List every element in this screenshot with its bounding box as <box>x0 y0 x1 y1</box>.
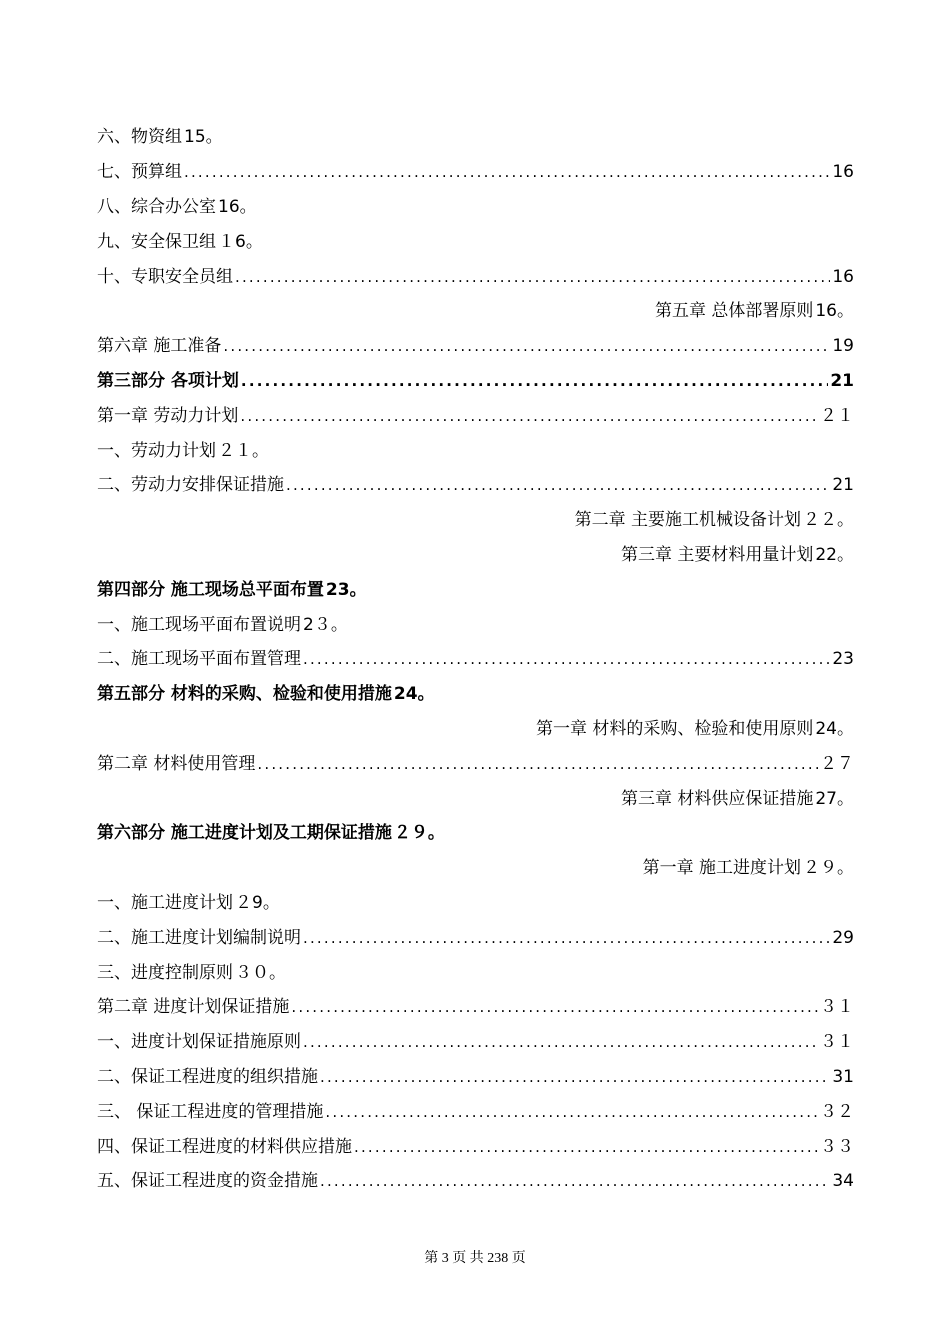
toc-entry-page: ３２ <box>820 1101 854 1122</box>
toc-dot-leader <box>325 1102 818 1122</box>
toc-entry[interactable] <box>97 642 854 677</box>
toc-dot-leader <box>241 371 828 391</box>
toc-entry[interactable] <box>97 120 854 155</box>
toc-dot-leader <box>223 336 830 356</box>
toc-dot-leader <box>257 754 818 774</box>
toc-entry-page: 16 <box>832 162 854 183</box>
toc-entry-title: 第一章 施工进度计划 <box>642 858 801 879</box>
toc-entry-title: 三、 保证工程进度的管理措施 <box>97 1101 324 1122</box>
toc-dot-leader <box>354 1137 818 1157</box>
toc-entry[interactable] <box>97 816 854 851</box>
toc-entry-page: ２２。 <box>803 510 854 531</box>
toc-entry-page: １6。 <box>218 231 263 252</box>
toc-entry-page: 27。 <box>815 788 854 809</box>
toc-entry-page: 15。 <box>184 127 223 148</box>
toc-entry[interactable] <box>97 1094 854 1129</box>
toc-entry-title: 一、施工现场平面布置说明 <box>97 614 301 635</box>
toc-entry-page: 24。 <box>815 718 854 739</box>
toc-entry[interactable] <box>97 677 854 712</box>
toc-entry[interactable] <box>97 433 854 468</box>
toc-entry-title: 第二章 进度计划保证措施 <box>97 997 290 1018</box>
table-of-contents <box>97 120 854 1199</box>
toc-entry-page: ３１ <box>820 1032 854 1053</box>
toc-dot-leader <box>303 1032 818 1052</box>
toc-entry-title: 四、保证工程进度的材料供应措施 <box>97 1136 352 1157</box>
toc-entry-page: 24。 <box>393 684 435 705</box>
toc-entry[interactable] <box>97 920 854 955</box>
toc-entry[interactable] <box>97 1025 854 1060</box>
toc-entry[interactable] <box>97 1129 854 1164</box>
toc-entry[interactable] <box>97 259 854 294</box>
toc-dot-leader <box>320 1067 830 1087</box>
page-footer: 第 3 页 共 238 页 <box>424 1251 526 1266</box>
toc-entry-title: 三、进度控制原则 <box>97 962 233 983</box>
toc-entry[interactable] <box>97 1060 854 1095</box>
toc-entry[interactable] <box>97 468 854 503</box>
toc-entry-title: 一、施工进度计划 <box>97 892 233 913</box>
toc-entry[interactable] <box>97 538 854 573</box>
toc-entry-page: ２１。 <box>218 440 269 461</box>
toc-entry[interactable] <box>97 503 854 538</box>
toc-entry-page: 21 <box>832 475 854 496</box>
toc-entry-title: 第二章 主要施工机械设备计划 <box>574 510 801 531</box>
toc-entry[interactable] <box>97 712 854 747</box>
toc-entry-title: 第四部分 施工现场总平面布置 <box>97 579 324 600</box>
toc-entry-title: 第一章 材料的采购、检验和使用原则 <box>535 718 814 739</box>
toc-entry-page: 22。 <box>815 544 854 565</box>
toc-entry-title: 第三部分 各项计划 <box>97 370 239 391</box>
toc-entry-page: 16。 <box>815 301 854 322</box>
toc-entry[interactable] <box>97 294 854 329</box>
toc-entry-page: ３３ <box>820 1136 854 1157</box>
toc-entry-page: ２9。 <box>235 892 280 913</box>
toc-entry[interactable] <box>97 1164 854 1199</box>
toc-entry[interactable] <box>97 990 854 1025</box>
toc-entry-title: 九、安全保卫组 <box>97 231 216 252</box>
toc-entry[interactable] <box>97 572 854 607</box>
toc-entry-page: ２７ <box>820 753 854 774</box>
toc-entry-page: 16。 <box>218 196 257 217</box>
toc-entry-page: 23。 <box>325 579 367 600</box>
toc-dot-leader <box>303 649 830 669</box>
toc-entry-title: 五、保证工程进度的资金措施 <box>97 1171 318 1192</box>
toc-entry-title: 一、进度计划保证措施原则 <box>97 1032 301 1053</box>
toc-entry[interactable] <box>97 224 854 259</box>
toc-entry[interactable] <box>97 329 854 364</box>
toc-entry-page: ３１ <box>820 997 854 1018</box>
toc-entry-page: 19 <box>832 336 854 357</box>
toc-entry-page: ３０。 <box>235 962 286 983</box>
toc-entry-page: 29 <box>832 927 854 948</box>
toc-entry[interactable] <box>97 398 854 433</box>
toc-entry-title: 第三章 材料供应保证措施 <box>620 788 814 809</box>
toc-entry-page: ２９。 <box>393 823 445 844</box>
toc-entry-page: 23 <box>832 649 854 670</box>
toc-dot-leader <box>286 475 830 495</box>
toc-entry-title: 第三章 主要材料用量计划 <box>620 544 814 565</box>
toc-entry-title: 第五部分 材料的采购、检验和使用措施 <box>97 684 392 705</box>
toc-dot-leader <box>303 928 830 948</box>
toc-dot-leader <box>291 997 818 1017</box>
toc-entry-title: 二、施工现场平面布置管理 <box>97 649 301 670</box>
toc-dot-leader <box>184 162 830 182</box>
toc-entry[interactable] <box>97 190 854 225</box>
toc-entry[interactable] <box>97 364 854 399</box>
toc-entry[interactable] <box>97 955 854 990</box>
toc-entry-page: ２９。 <box>803 858 854 879</box>
toc-entry-title: 第二章 材料使用管理 <box>97 753 256 774</box>
toc-entry[interactable] <box>97 607 854 642</box>
toc-entry[interactable] <box>97 155 854 190</box>
toc-entry-title: 二、保证工程进度的组织措施 <box>97 1066 318 1087</box>
toc-entry-title: 第一章 劳动力计划 <box>97 405 239 426</box>
toc-entry-title: 六、物资组 <box>97 127 182 148</box>
toc-entry-title: 第六部分 施工进度计划及工期保证措施 <box>97 823 392 844</box>
toc-entry[interactable] <box>97 781 854 816</box>
toc-entry[interactable] <box>97 886 854 921</box>
toc-entry-title: 二、劳动力安排保证措施 <box>97 475 284 496</box>
toc-entry-title: 二、施工进度计划编制说明 <box>97 927 301 948</box>
toc-entry[interactable] <box>97 746 854 781</box>
toc-entry-page: 34 <box>832 1171 854 1192</box>
toc-entry-title: 七、预算组 <box>97 162 182 183</box>
toc-entry-page: 31 <box>832 1066 854 1087</box>
toc-entry-title: 八、综合办公室 <box>97 196 216 217</box>
toc-entry-title: 十、专职安全员组 <box>97 266 233 287</box>
toc-entry-page: ２１ <box>820 405 854 426</box>
toc-entry-title: 第六章 施工准备 <box>97 336 222 357</box>
toc-entry-page: 16 <box>832 266 854 287</box>
toc-entry[interactable] <box>97 851 854 886</box>
toc-dot-leader <box>235 267 830 287</box>
toc-entry-title: 一、劳动力计划 <box>97 440 216 461</box>
toc-entry-title: 第五章 总体部署原则 <box>654 301 814 322</box>
toc-dot-leader <box>240 406 818 426</box>
toc-dot-leader <box>320 1171 830 1191</box>
toc-entry-page: 2３。 <box>303 614 348 635</box>
toc-entry-page: 21 <box>830 370 854 391</box>
